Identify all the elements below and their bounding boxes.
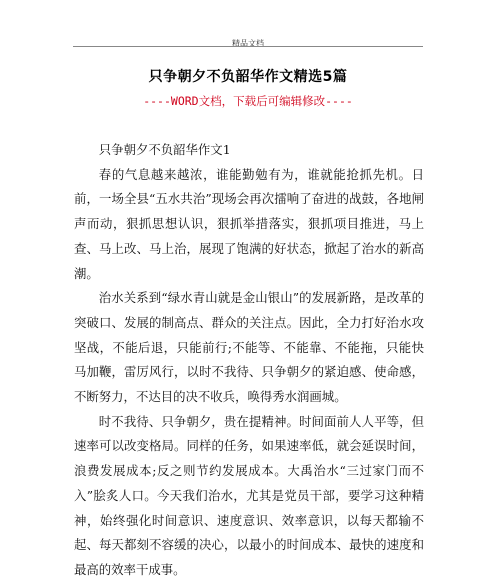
document-body: [74, 138, 424, 583]
document-subtitle: ----WORD文档，下载后可编辑修改----: [143, 94, 353, 108]
page-header: [0, 0, 496, 47]
header-divider: [73, 46, 423, 47]
document-title: 只争朝夕不负韶华作文精选5篇: [148, 69, 348, 85]
paragraph: 治水关系到“绿水青山就是金山银山”的发展新路，是改革的突破口、发展的制高点、群众的关注点。因此，全力打好治水攻坚战，不能后退，只能前行;不能等、不能靠、不能拖，只能快马加鞭，雷厉风行，以时不我待、只争朝夕的紧迫感、使命感，不断努力，不达目的决不收兵，唤得秀水润画城。: [74, 290, 424, 405]
paragraph: 春的气息越来越浓，谁能勤勉有为，谁就能抢抓先机。日前，一场全县“五水共治”现场会再次擂响了奋进的战鼓，各地闸声而动，狠抓思想认识，狠抓举措落实，狠抓项目推进，马上查、马上改、马上治，展现了饱满的好状态，掀起了治水的新高潮。: [74, 166, 424, 281]
paragraph: 时不我待、只争朝夕，贵在提精神。时间面前人人平等，但速率可以改变格局。同样的任务，如果速率低，就会延误时间，浪费发展成本;反之则节约发展成本。大禹治水“三过家门而不入”脍炙人口。今天我们治水，尤其是党员干部，要学习这种精神，始终强化时间意识、速度意识、效率意识，以每天都输不起、每天都刻不容缓的决心，以最小的时间成本、最快的速度和最高的效率干成事。: [74, 413, 424, 577]
section-title: 只争朝夕不负韶华作文1: [98, 142, 231, 157]
header-label: 精品文档: [232, 39, 264, 48]
